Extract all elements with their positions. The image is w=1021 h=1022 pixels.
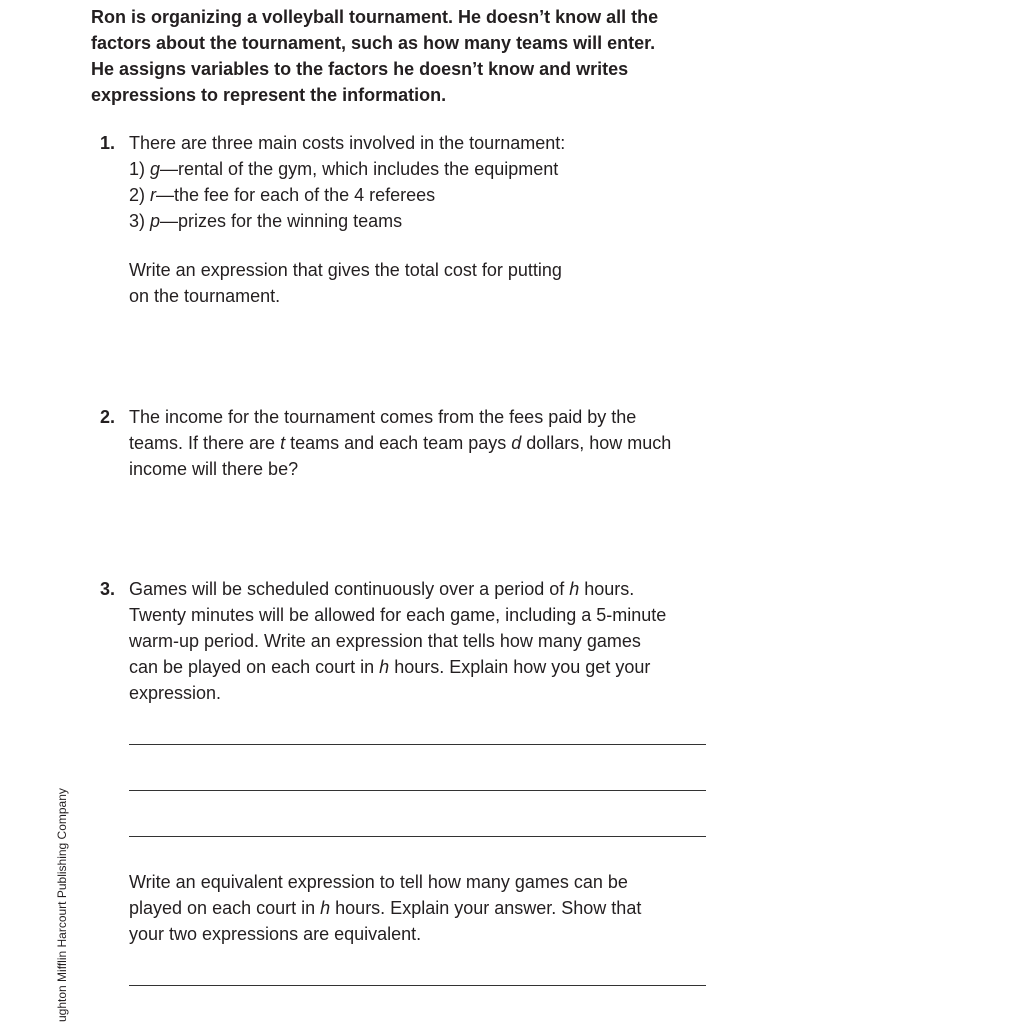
variable: r — [150, 185, 157, 205]
intro-line: factors about the tournament, such as how many teams will enter. — [91, 33, 656, 53]
variable: h — [320, 898, 331, 918]
item-label: 3) — [129, 211, 151, 231]
text: hours. Explain how you get your — [389, 657, 651, 677]
cost-item — [129, 210, 402, 232]
text: hours. Explain your answer. Show that — [330, 898, 642, 918]
text: Games will be scheduled continuously over a period of — [129, 579, 570, 599]
intro-line: expressions to represent the information. — [91, 85, 447, 105]
question-text: Twenty minutes will be allowed for each game, including a 5-minute — [129, 605, 667, 625]
question-text — [129, 432, 671, 454]
prompt-text: Write an expression that gives the total cost for putting — [129, 260, 562, 280]
answer-line[interactable] — [129, 744, 706, 745]
question-text: The income for the tournament comes from the fees paid by the — [129, 407, 637, 427]
answer-line[interactable] — [129, 836, 706, 837]
variable: t — [280, 433, 286, 453]
question-text: income will there be? — [129, 459, 299, 479]
publisher-credit: ughton Mifflin Harcourt Publishing Company — [55, 788, 69, 1022]
item-text: —rental of the gym, which includes the equipment — [160, 159, 559, 179]
question-text: your two expressions are equivalent. — [129, 924, 422, 944]
text: hours. — [579, 579, 635, 599]
text: teams and each team pays — [285, 433, 512, 453]
question-number: 2. — [100, 407, 116, 427]
text: dollars, how much — [521, 433, 672, 453]
item-label: 2) — [129, 185, 151, 205]
question-text — [129, 656, 650, 678]
text: can be played on each court in — [129, 657, 380, 677]
question-text: Write an equivalent expression to tell how many games can be — [129, 872, 628, 892]
answer-line[interactable] — [129, 790, 706, 791]
text: played on each court in — [129, 898, 321, 918]
item-label: 1) — [129, 159, 151, 179]
intro-line: Ron is organizing a volleyball tournament. He doesn’t know all the — [91, 7, 659, 27]
variable: p — [150, 211, 161, 231]
item-text: —prizes for the winning teams — [160, 211, 403, 231]
answer-line[interactable] — [129, 985, 706, 986]
question-text — [129, 897, 641, 919]
text: teams. If there are — [129, 433, 281, 453]
question-text: expression. — [129, 683, 222, 703]
cost-item — [129, 184, 435, 206]
variable: h — [569, 579, 580, 599]
intro-line: He assigns variables to the factors he doesn’t know and writes — [91, 59, 629, 79]
question-text: There are three main costs involved in the tournament: — [129, 133, 566, 153]
prompt-text: on the tournament. — [129, 286, 281, 306]
variable: h — [379, 657, 390, 677]
question-text — [129, 578, 634, 600]
question-text: warm-up period. Write an expression that tells how many games — [129, 631, 641, 651]
variable: g — [150, 159, 161, 179]
variable: d — [511, 433, 522, 453]
cost-item — [129, 158, 558, 180]
question-number: 1. — [100, 133, 116, 153]
question-number: 3. — [100, 579, 116, 599]
item-text: —the fee for each of the 4 referees — [156, 185, 436, 205]
